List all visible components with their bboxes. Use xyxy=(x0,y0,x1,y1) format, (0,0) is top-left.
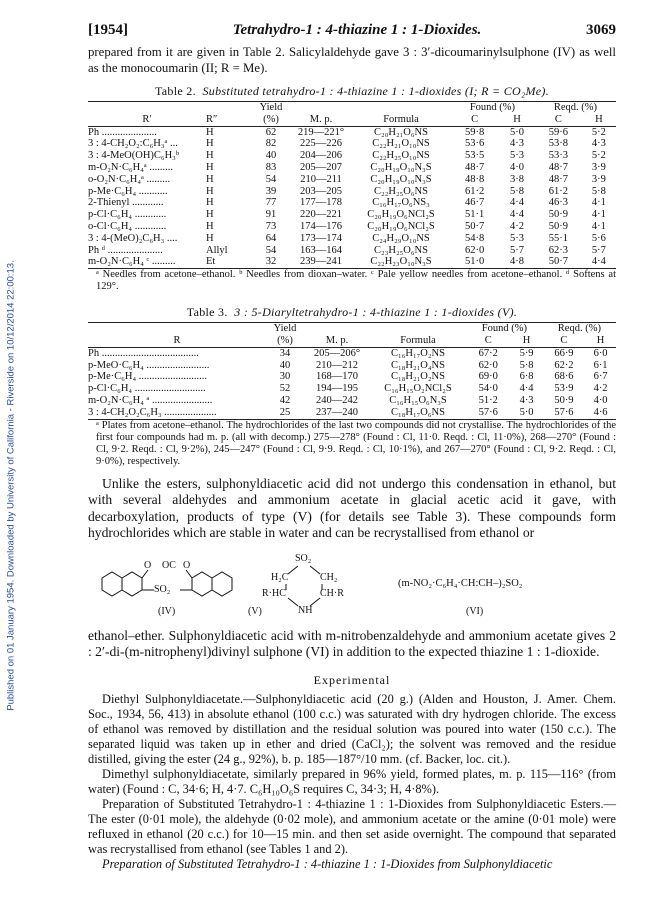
table-cell: 62·0 xyxy=(464,244,485,256)
table-cell: 73 xyxy=(265,220,277,232)
table-cell: 48·7 xyxy=(548,173,568,185)
table-cell: 68·6 xyxy=(554,371,574,383)
table-cell: H xyxy=(206,185,214,197)
v-ch2: CH₂ xyxy=(320,571,338,583)
table-cell: 163—164 xyxy=(300,244,342,256)
table-row xyxy=(88,221,616,233)
table-cell: 240—242 xyxy=(316,394,358,406)
table-cell: C₂₃H₂₅O₆NS xyxy=(374,244,428,256)
table-cell: 50·9 xyxy=(548,209,568,221)
table-row xyxy=(88,138,616,150)
table-cell: 54·8 xyxy=(464,232,485,244)
table-cell: 225—226 xyxy=(300,138,342,150)
table-cell: 239—241 xyxy=(300,256,342,268)
table-cell: H xyxy=(206,209,214,221)
table-cell: 205—206° xyxy=(313,347,361,359)
table-cell: 5·8 xyxy=(519,359,534,371)
table-cell: 53·6 xyxy=(464,138,485,150)
table-cell: 67·2 xyxy=(478,347,498,359)
table-cell: 53·9 xyxy=(554,383,574,395)
table-cell: 32 xyxy=(265,256,277,268)
table-cell: 3 : 4-CH₂O₂C₆H₃ .................... xyxy=(88,406,217,418)
table-cell: H xyxy=(206,232,214,244)
table-cell: 62·3 xyxy=(548,244,568,256)
table-cell: 52 xyxy=(279,383,291,395)
table-row xyxy=(88,360,616,372)
table-cell: 59·6 xyxy=(548,126,568,138)
experimental-heading: Experimental xyxy=(313,672,391,687)
table-cell: 46·3 xyxy=(548,197,568,209)
table-row xyxy=(88,383,616,395)
table-cell: 210—211 xyxy=(300,173,342,185)
v-h2c: H₂C xyxy=(271,571,289,583)
structure-v-drawing xyxy=(88,550,616,622)
table-cell: 48·7 xyxy=(464,161,485,173)
table-cell: 4·4 xyxy=(519,383,534,395)
table-cell: 219—221° xyxy=(297,126,345,138)
v-nh: NH xyxy=(298,604,313,616)
table-cell: 174—176 xyxy=(300,220,342,232)
table-cell: 54 xyxy=(265,244,277,256)
table-cell: C₂₀H₁₉O₁₀N₃S xyxy=(370,173,432,185)
table-cell: 62·0 xyxy=(478,359,498,371)
table2-body xyxy=(88,126,616,268)
table-cell: H xyxy=(206,197,214,209)
iv-oc-mid: OC xyxy=(162,559,176,571)
table-cell: 54·0 xyxy=(478,383,498,395)
table-cell: 4·1 xyxy=(591,197,606,209)
table-cell: 53·3 xyxy=(548,150,568,162)
table-cell: 30 xyxy=(279,371,291,383)
exp-paragraph-2: Dimethyl sulphonyldiacetate, similarly prepared in 96% yield, formed plates, m. p. 115—116° (from water) (Found : C, 34·6; H, 4·7. C₆H₁₀O₆S requires C, 34·3; H, 4·8%). xyxy=(88,766,616,796)
table-cell: p-Me·C₆H₄ .......................... xyxy=(88,371,208,383)
table-cell: 39 xyxy=(265,185,277,197)
table-cell: 5·2 xyxy=(591,126,606,138)
table-cell: C₁₆H₁₇O₆NS₃ xyxy=(372,197,430,209)
table-cell: 4·3 xyxy=(510,138,525,150)
table-cell: 50·9 xyxy=(554,394,574,406)
running-header xyxy=(88,22,616,44)
table-cell: 3·9 xyxy=(591,161,606,173)
table-cell: 55·1 xyxy=(548,232,568,244)
table-cell: 4·8 xyxy=(510,256,525,268)
table-cell: 4·4 xyxy=(510,197,525,209)
table-cell: 83 xyxy=(265,161,277,173)
table-cell: 4·3 xyxy=(591,138,606,150)
table-cell: 4·6 xyxy=(593,406,608,418)
table-cell: 4·0 xyxy=(593,394,608,406)
table-cell: 48·7 xyxy=(548,161,568,173)
table-cell: 237—240 xyxy=(316,406,358,418)
table2: Yield Found (%) Reqd. (%) R′ R″ (%) M. p. Formula C H C H Ph ..................... H 62 219—221° C₂₀H₂₁O₆NS 59·8 5·0 59·6 5·2 3 : 4-CH₂O₂:C₆H₃ᵃ ... H 82 225—226 C₂₂H₂₁O₁₀NS 53·6 4·3 53·8 4·3 3 : 4-MeO(OH)C₆H₃ᵇ H 40 204—206 C₂₂H₂₅O₁₀NS 53·5 5·3 53·3 5·2 m-O₂N·C₆H₄ᵃ ......... H 83 205—207 C₂₀H₁₉O₁₀N₃S 48·7 4·0 48·7 3·9 o-O₂N·C₆H₄ᵃ ......... H 54 210—211 C₂₀H₁₉O₁₀N₃S 48·8 3·8 48·7 3·9 p-Me·C₆H₄ ........... H 39 203—205 C₂₂H₂₅O₆NS 61·2 5·8 61·2 5·8 2-Thienyl ............ H 77 177—178 C₁₆H₁₇O₆NS₃ 46·7 4·4 46·3 4·1 p-Cl·C₆H₄ ............ H 91 220—221 C₂₀H₁₉O₆NCl₂S 51·1 4·4 50·9 4·1 o-Cl·C₆H₄ ............ H 73 174—176 C₂₀H₁₉O₆NCl₂S 50·7 4·2 50·9 4·1 3 : 4-(MeO)₂C₆H₃ .... H 64 173—174 C₂₄H₂₉O₁₀NS 54·8 5·3 55·1 5·6 Ph ᵈ ..................... Allyl 54 163—164 C₂₃H₂₅O₆NS 62·0 5·7 62·3 5·7 m-O₂N·C₆H₄ ᶜ ......... Et 32 239—241 C₂₂H₂₃O₁₀N₃S 51·0 4·8 50·7 4·4 xyxy=(88,101,616,268)
table-row xyxy=(88,347,616,359)
table-cell: 6·1 xyxy=(593,359,608,371)
body-paragraph-2: ethanol–ether. Sulphonyldiacetic acid with m-nitrobenzaldehyde and ammonium acetate gives 2 : 2′-di-(m-nitrophenyl)divinyl sulphone (VI) in addition to the expected thiazine 1 : 1-dioxide. xyxy=(88,627,616,660)
table-cell: Allyl xyxy=(206,244,228,256)
table3-body xyxy=(88,347,616,418)
table-cell: C₁₆H₁₇O₂NS xyxy=(391,347,445,359)
table3-footnote: ᵃ Plates from acetone–ethanol. The hydrochlorides of the last two compounds did not crystallise. The hydrochlorides of the first four compounds had m. p. (all with decomp.) 275—278° (Found : Cl, 11·0. Reqd. : Cl, 11·0%), 268—270° (Found : Cl, 9·2. Reqd. : Cl, 9·2%), 245—247° (Found : Cl, 9·9. Reqd. : Cl, 10·1%), and 267—270° (Found : Cl, 9·2. Reqd. : Cl, 9·0%), respectively. xyxy=(88,419,616,468)
table-cell: 203—205 xyxy=(300,185,342,197)
iv-o-right: O xyxy=(183,559,191,571)
table-cell: 40 xyxy=(279,359,291,371)
table-row xyxy=(88,233,616,245)
table-cell: 5·6 xyxy=(591,232,606,244)
table-cell: 5·7 xyxy=(591,244,606,256)
table-cell: p-Me·C₆H₄ ........... xyxy=(88,185,168,197)
table-cell: 51·0 xyxy=(464,256,485,268)
label-v: (V) xyxy=(248,605,262,617)
table-cell: 205—207 xyxy=(300,161,342,173)
table-cell: Et xyxy=(206,256,216,268)
label-iv: (IV) xyxy=(158,605,176,617)
table-cell: 57·6 xyxy=(478,406,498,418)
table-cell: 5·9 xyxy=(519,347,534,359)
table-cell: o-O₂N·C₆H₄ᵃ ......... xyxy=(88,173,171,185)
table-cell: C₂₂H₂₃O₁₀N₃S xyxy=(370,256,432,268)
table-cell: 4·3 xyxy=(519,394,534,406)
table-cell: 4·1 xyxy=(591,209,606,221)
table-cell: 53·8 xyxy=(548,138,568,150)
table-cell: m-O₂N·C₆H₄ᵃ ......... xyxy=(88,161,174,173)
header-year: [1954] xyxy=(88,22,128,38)
table-cell: 59·8 xyxy=(464,126,485,138)
table-cell: 61·2 xyxy=(548,185,568,197)
iv-so2: SO₂ xyxy=(154,583,171,595)
table-cell: 5·8 xyxy=(510,185,525,197)
table-cell: m-O₂N·C₆H₄ ᵃ ....................... xyxy=(88,394,213,406)
intro-paragraph: prepared from it are given in Table 2. Salicylaldehyde gave 3 : 3′-dicoumarinylsulphone (IV) as well as the monocoumarin (II; R = Me). xyxy=(88,45,616,75)
label-vi: (VI) xyxy=(466,605,484,617)
table-cell: 6·7 xyxy=(593,371,608,383)
table-cell: 77 xyxy=(265,197,277,209)
table-cell: Ph ..................... xyxy=(88,126,157,138)
table-cell: C₁₈H₁₇O₆NS xyxy=(391,406,445,418)
table-cell: 2-Thienyl ............ xyxy=(88,197,164,209)
table-cell: H xyxy=(206,220,214,232)
table-cell: m-O₂N·C₆H₄ ᶜ ......... xyxy=(88,256,176,268)
table-cell: 91 xyxy=(265,209,277,221)
table-cell: H xyxy=(206,173,214,185)
table-cell: o-Cl·C₆H₄ ............ xyxy=(88,220,167,232)
table-row xyxy=(88,395,616,407)
table-cell: C₁₆H₁₅O₂NCl₂S xyxy=(384,383,452,395)
table-cell: C₁₈H₂₁O₂NS xyxy=(391,371,445,383)
table-cell: 3 : 4-MeO(OH)C₆H₃ᵇ xyxy=(88,150,180,162)
table-cell: C₁₈H₂₁O₄NS xyxy=(391,359,445,371)
table-row xyxy=(88,407,616,419)
table-row xyxy=(88,197,616,209)
table-row xyxy=(88,245,616,257)
table3-caption: Table 3. 3 : 5-Diaryltetrahydro-1 : 4-thiazine 1 : 1-dioxides (V). xyxy=(186,305,518,320)
table-row xyxy=(88,209,616,221)
table-cell: 194—195 xyxy=(316,383,358,395)
body-paragraph-1: Unlike the esters, sulphonyldiacetic acid did not undergo this condensation in ethanol, but with several aldehydes and ammonium acetate in glacial acetic acid it gave, with decarboxylation, products of type (V) (for details see Table 3). These compounds form hydrochlorides which are stable in water and can be recrystallised from ethanol or xyxy=(88,475,616,541)
table-cell: H xyxy=(206,126,214,138)
table-row xyxy=(88,186,616,198)
table-cell: 48·8 xyxy=(464,173,485,185)
table-cell: 210—212 xyxy=(316,359,358,371)
table-cell: 6·8 xyxy=(519,371,534,383)
table-cell: 5·7 xyxy=(510,244,525,256)
table-cell: Ph ᵈ ..................... xyxy=(88,244,163,256)
table-cell: 4·1 xyxy=(591,220,606,232)
table-cell: 4·2 xyxy=(510,220,525,232)
table-cell: 5·8 xyxy=(591,185,606,197)
table-cell: H xyxy=(206,138,214,150)
table-cell: 64 xyxy=(265,232,277,244)
table3: Yield Found (%) Reqd. (%) R (%) M. p. Formula C H C H Ph ..................................... 34 205—206° C₁₆H₁₇O₂NS 67·2 5·9 66·9 6·0 p-MeO·C₆H₄ ........................ 40 210—212 C₁₈H₂₁O₄NS 62·0 5·8 62·2 6·1 p-Me·C₆H₄ .......................... 30 168—170 C₁₈H₂₁O₂NS 69·0 6·8 68·6 6·7 p-Cl·C₆H₄ ........................... 52 194—195 C₁₆H₁₅O₂NCl₂S 54·0 4·4 53·9 4·2 m-O₂N·C₆H₄ ᵃ ....................... 42 240—242 C₁₆H₁₅O₆N₃S 51·2 4·3 50·9 4·0 3 : 4-CH₂O₂C₆H₃ .................... 25 237—240 C₁₈H₁₇O₆NS 57·6 5·0 57·6 4·6 xyxy=(88,322,616,418)
table-cell: 54 xyxy=(265,173,277,185)
table-cell: H xyxy=(206,161,214,173)
table-row xyxy=(88,162,616,174)
table-cell: 5·2 xyxy=(591,150,606,162)
table-cell: 69·0 xyxy=(478,371,498,383)
table-row xyxy=(88,174,616,186)
table-cell: 3 : 4-(MeO)₂C₆H₃ .... xyxy=(88,232,178,244)
v-rhc: R·HC xyxy=(262,587,286,599)
table-row xyxy=(88,126,616,138)
iv-o-left: O xyxy=(144,559,152,571)
v-so2: SO₂ xyxy=(295,552,312,564)
table-cell: 6·0 xyxy=(593,347,608,359)
table-cell: 25 xyxy=(279,406,291,418)
table-cell: 3 : 4-CH₂O₂:C₆H₃ᵃ ... xyxy=(88,138,178,150)
table-cell: 42 xyxy=(279,394,291,406)
page-number: 3069 xyxy=(585,22,616,38)
table-cell: 5·3 xyxy=(510,232,525,244)
table2-footnote: ᵃ Needles from acetone–ethanol. ᵇ Needles from dioxan–water. ᶜ Pale yellow needles from acetone–ethanol. ᵈ Softens at 129°. xyxy=(88,268,616,293)
structure-diagrams xyxy=(88,550,616,622)
page-content xyxy=(88,22,616,872)
table-cell: 82 xyxy=(265,138,277,150)
table-cell: p-MeO·C₆H₄ ........................ xyxy=(88,359,210,371)
exp-paragraph-1: Diethyl Sulphonyldiacetate.—Sulphonyldiacetic acid (20 g.) (Alden and Houston, J. Amer. Chem. Soc., 1934, 56, 413) in absolute ethanol (100 c.c.) was saturated with dry hydrogen chloride. The excess of ethanol was removed by distillation and the residual solution was poured into water (150 c.c.). The separated liquid was taken up in ether and dried (CaCl₂); the solvent was removed and the residue distilled, giving the ester (24 g., 92%), b. p. 185—187°/10 mm. (cf. Backer, loc. cit.). xyxy=(88,691,616,766)
table-cell: 5·0 xyxy=(519,406,534,418)
table-cell: 34 xyxy=(279,347,291,359)
table-cell: 177—178 xyxy=(300,197,342,209)
table-cell: 53·5 xyxy=(464,150,485,162)
sidebar-download-notice xyxy=(4,60,18,900)
table-cell: p-Cl·C₆H₄ ............ xyxy=(88,209,167,221)
table-cell: 61·2 xyxy=(464,185,485,197)
table-cell: 5·3 xyxy=(510,150,525,162)
table-row xyxy=(88,371,616,383)
table-cell: C₂₂H₂₁O₁₀NS xyxy=(372,138,430,150)
table-cell: 57·6 xyxy=(554,406,574,418)
table-row xyxy=(88,256,616,268)
table-cell: H xyxy=(206,150,214,162)
table-cell: 4·4 xyxy=(510,209,525,221)
table-cell: C₂₂H₂₅O₁₀NS xyxy=(372,150,430,162)
table-cell: 51·1 xyxy=(464,209,485,221)
table-cell: C₂₀H₁₉O₆NCl₂S xyxy=(367,220,435,232)
sidebar-text: Published on 01 January 1954. Downloaded by University of California - Riverside on 10/12/2014 22:00:13. xyxy=(5,260,17,711)
table-cell: 3·8 xyxy=(510,173,525,185)
table-cell: 220—221 xyxy=(300,209,342,221)
table-cell: 50·7 xyxy=(548,256,568,268)
table-cell: 173—174 xyxy=(300,232,342,244)
table-cell: C₂₄H₂₉O₁₀NS xyxy=(372,232,430,244)
table-cell: C₂₂H₂₅O₆NS xyxy=(374,185,428,197)
table-cell: C₂₀H₂₁O₆NS xyxy=(374,126,428,138)
table2-caption: Table 2. Substituted tetrahydro-1 : 4-thiazine 1 : 1-dioxides (I; R = CO₂Me). xyxy=(155,84,549,98)
table-cell: 66·9 xyxy=(554,347,574,359)
exp-paragraph-3: Preparation of Substituted Tetrahydro-1 : 4-thiazine 1 : 1-Dioxides from Sulphonyldiacetic Esters.—The ester (0·01 mole), the aldehyde (0·02 mole), and ammonium acetate or the amine (0·01 mole) were refluxed in ethanol (20 c.c.) for 10—15 min. and then set aside overnight. The compound that separated was recrystallised from ethanol (see Tables 1 and 2). xyxy=(88,796,616,856)
header-title: Tetrahydro-1 : 4-thiazine 1 : 1-Dioxides. xyxy=(232,22,482,38)
table-cell: C₂₀H₁₉O₆NCl₂S xyxy=(367,209,435,221)
table-cell: p-Cl·C₆H₄ ........................... xyxy=(88,383,206,395)
table-cell: C₂₀H₁₉O₁₀N₃S xyxy=(370,161,432,173)
table-cell: 40 xyxy=(265,150,277,162)
exp-paragraph-4: Preparation of Substituted Tetrahydro-1 : 4-thiazine 1 : 1-Dioxides from Sulphonyldiacetic xyxy=(102,856,553,871)
table-cell: 62 xyxy=(265,126,277,138)
table-cell: 46·7 xyxy=(464,197,485,209)
table-cell: 4·0 xyxy=(510,161,525,173)
vi-formula: (m-NO₂·C₆H₄·CH:CH–)₂SO₂ xyxy=(398,577,523,589)
table-cell: 51·2 xyxy=(478,394,498,406)
v-chr: CH·R xyxy=(320,587,344,599)
table-cell: 50·9 xyxy=(548,220,568,232)
table-row xyxy=(88,150,616,162)
table-cell: Ph ..................................... xyxy=(88,347,199,359)
table-cell: 62·2 xyxy=(554,359,574,371)
table-cell: 4·4 xyxy=(591,256,606,268)
table-cell: 168—170 xyxy=(316,371,358,383)
table-cell: 3·9 xyxy=(591,173,606,185)
table-cell: 5·0 xyxy=(510,126,525,138)
table-cell: 50·7 xyxy=(464,220,485,232)
table-cell: 204—206 xyxy=(300,150,342,162)
table-cell: 4·2 xyxy=(593,383,608,395)
table-cell: C₁₆H₁₅O₆N₃S xyxy=(389,394,447,406)
